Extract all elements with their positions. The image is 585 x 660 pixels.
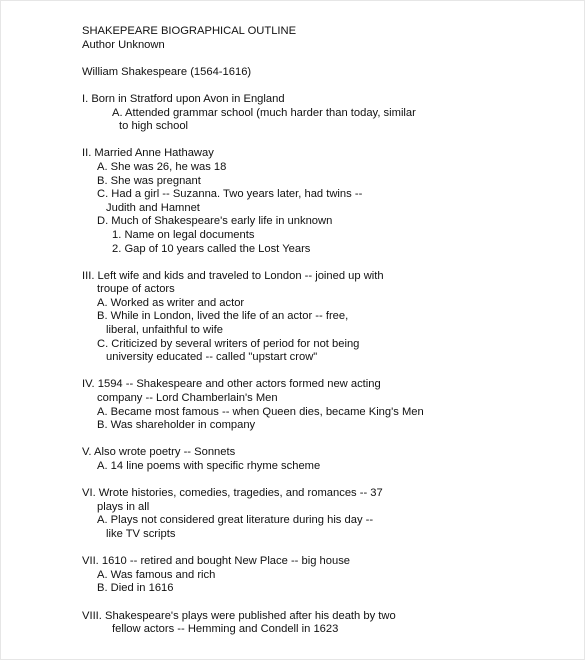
outline-item: plays in all — [97, 500, 150, 513]
spacer — [82, 474, 562, 488]
outline-item: D. Much of Shakespeare's early life in unknown — [97, 215, 333, 228]
outline-heading: II. Married Anne Hathaway — [82, 147, 214, 160]
outline-section — [82, 270, 562, 365]
outline-item: B. While in London, lived the life of an actor -- free, — [97, 310, 349, 323]
outline-heading: VI. Wrote histories, comedies, tragedies, and romances -- 37 — [82, 487, 383, 500]
outline-item: A. Plays not considered great literature during his day -- — [97, 514, 374, 527]
outline-heading: III. Left wife and kids and traveled to London -- joined up with — [82, 269, 384, 282]
outline-content — [82, 25, 562, 637]
outline-item: B. Died in 1616 — [97, 582, 174, 595]
spacer — [82, 134, 562, 148]
outline-section — [82, 610, 562, 637]
outline-item: C. Had a girl -- Suzanna. Two years later, had twins -- — [97, 188, 363, 201]
spacer — [82, 433, 562, 447]
outline-item: troupe of actors — [97, 283, 175, 296]
outline-item: liberal, unfaithful to wife — [106, 324, 223, 337]
document-author: Author Unknown — [82, 38, 165, 51]
outline-item: university educated -- called "upstart crow" — [106, 351, 318, 364]
document-subject: William Shakespeare (1564-1616) — [82, 65, 252, 78]
outline-item: B. She was pregnant — [97, 174, 201, 187]
spacer — [82, 256, 562, 270]
outline-item: 2. Gap of 10 years called the Lost Years — [112, 242, 311, 255]
spacer — [82, 79, 562, 93]
document-title: SHAKEPEARE BIOGRAPHICAL OUTLINE — [82, 25, 297, 37]
spacer — [82, 542, 562, 556]
outline-item: A. 14 line poems with specific rhyme scheme — [97, 460, 321, 472]
outline-section — [82, 487, 562, 541]
spacer — [82, 596, 562, 610]
outline-item: to high school — [119, 120, 189, 133]
outline-item: B. Was shareholder in company — [97, 419, 256, 432]
outline-item: company -- Lord Chamberlain's Men — [97, 392, 278, 405]
outline-sections — [82, 93, 562, 637]
outline-item: fellow actors -- Hemming and Condell in 1623 — [112, 623, 339, 636]
outline-heading: V. Also wrote poetry -- Sonnets — [82, 446, 236, 459]
outline-item: Judith and Hamnet — [106, 201, 200, 214]
outline-heading: VIII. Shakespeare's plays were published after his death by two — [82, 609, 396, 622]
spacer — [82, 365, 562, 379]
outline-heading: I. Born in Stratford upon Avon in England — [82, 92, 285, 105]
outline-section — [82, 147, 562, 256]
outline-section — [82, 378, 562, 432]
outline-section — [82, 93, 562, 134]
outline-item: like TV scripts — [106, 527, 176, 540]
outline-heading: IV. 1594 -- Shakespeare and other actors formed new acting — [82, 378, 381, 391]
spacer — [82, 52, 562, 66]
outline-item: A. She was 26, he was 18 — [97, 160, 227, 173]
outline-item: C. Criticized by several writers of period for not being — [97, 337, 360, 350]
outline-item: 1. Name on legal documents — [112, 228, 255, 241]
outline-section — [82, 555, 562, 596]
outline-item: A. Became most famous -- when Queen dies, became King's Men — [97, 405, 424, 418]
outline-item: A. Worked as writer and actor — [97, 296, 245, 309]
outline-heading: VII. 1610 -- retired and bought New Place -- big house — [82, 555, 351, 568]
outline-section — [82, 446, 562, 473]
outline-item: A. Attended grammar school (much harder than today, similar — [112, 106, 416, 119]
outline-item: A. Was famous and rich — [97, 568, 216, 581]
